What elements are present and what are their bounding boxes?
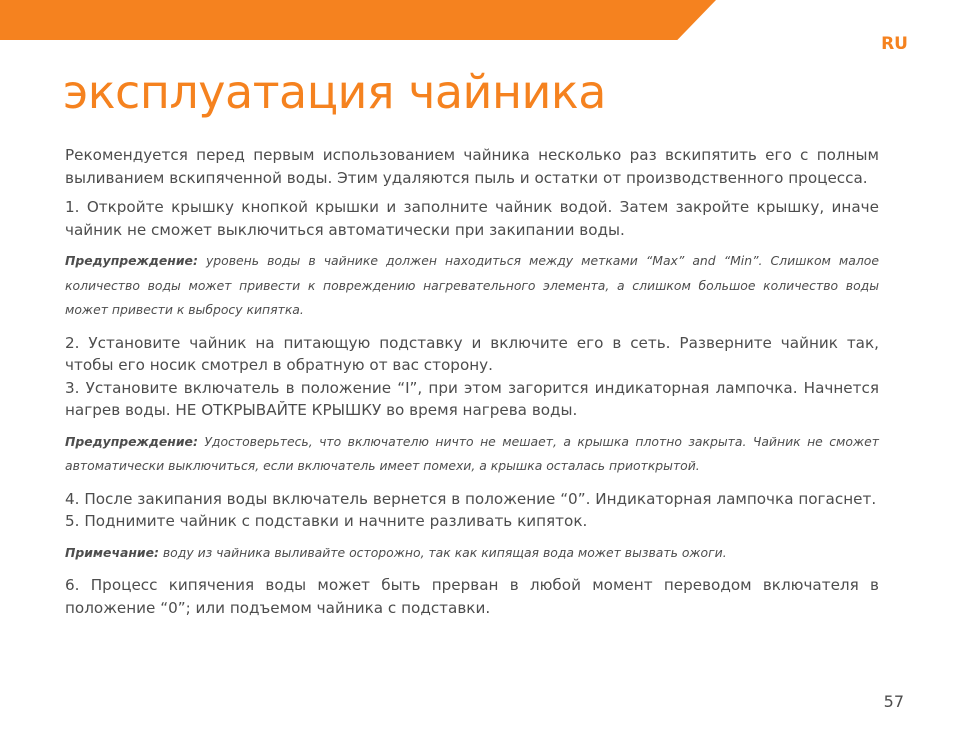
step-1: 1. Откройте крышку кнопкой крышки и заполните чайник водой. Затем закройте крышку, иначе чайник не сможет выключиться автоматически при закипании воды. xyxy=(65,198,879,239)
step-6: 6. Процесс кипячения воды может быть прерван в любой момент переводом включателя в положение “0”; или подъемом чайника с подставки. xyxy=(65,576,879,617)
warning-1-label: Предупреждение: xyxy=(65,253,198,268)
warning-2 xyxy=(65,430,879,479)
header-accent-band xyxy=(0,0,716,40)
warning-1 xyxy=(65,249,879,323)
intro-paragraph: Рекомендуется перед первым использованием чайника несколько раз вскипятить его с полным выливанием вскипяченной воды. Этим удаляются пыль и остатки от производственного процесса. xyxy=(65,146,879,187)
note xyxy=(65,541,879,566)
step-5: 5. Поднимите чайник с подставки и начните разливать кипяток. xyxy=(65,512,588,530)
page-title: эксплуатация чайника xyxy=(63,65,606,119)
warning-1-text: уровень воды в чайнике должен находиться между метками “Max” and “Min”. Слишком малое количество воды может привести к повреждению нагревательного элемента, а слишком большое количество воды может привести к выбросу кипятка. xyxy=(65,253,879,317)
instructions-body xyxy=(65,144,879,619)
warning-2-text: Удостоверьтесь, что включателю ничто не мешает, а крышка плотно закрыта. Чайник не сможет автоматически выключиться, если включатель имеет помехи, а крышка осталась приоткрытой. xyxy=(65,433,879,473)
step-3: 3. Установите включатель в положение “I”, при этом загорится индикаторная лампочка. Начнется нагрев воды. НЕ ОТКРЫВАЙТЕ КРЫШКУ во время нагрева воды. xyxy=(65,378,879,419)
step-4: 4. После закипания воды включатель вернется в положение “0”. Индикаторная лампочка погаснет. xyxy=(65,489,877,508)
warning-2-label: Предупреждение: xyxy=(65,433,198,449)
note-label: Примечание: xyxy=(65,544,159,560)
page-number: 57 xyxy=(883,692,904,711)
note-text: воду из чайника выливайте осторожно, так как кипящая вода может вызвать ожоги. xyxy=(158,544,727,560)
step-2: 2. Установите чайник на питающую подставку и включите его в сеть. Разверните чайник так, чтобы его носик смотрел в обратную от вас сторону. xyxy=(65,333,879,374)
language-badge: RU xyxy=(881,34,908,54)
